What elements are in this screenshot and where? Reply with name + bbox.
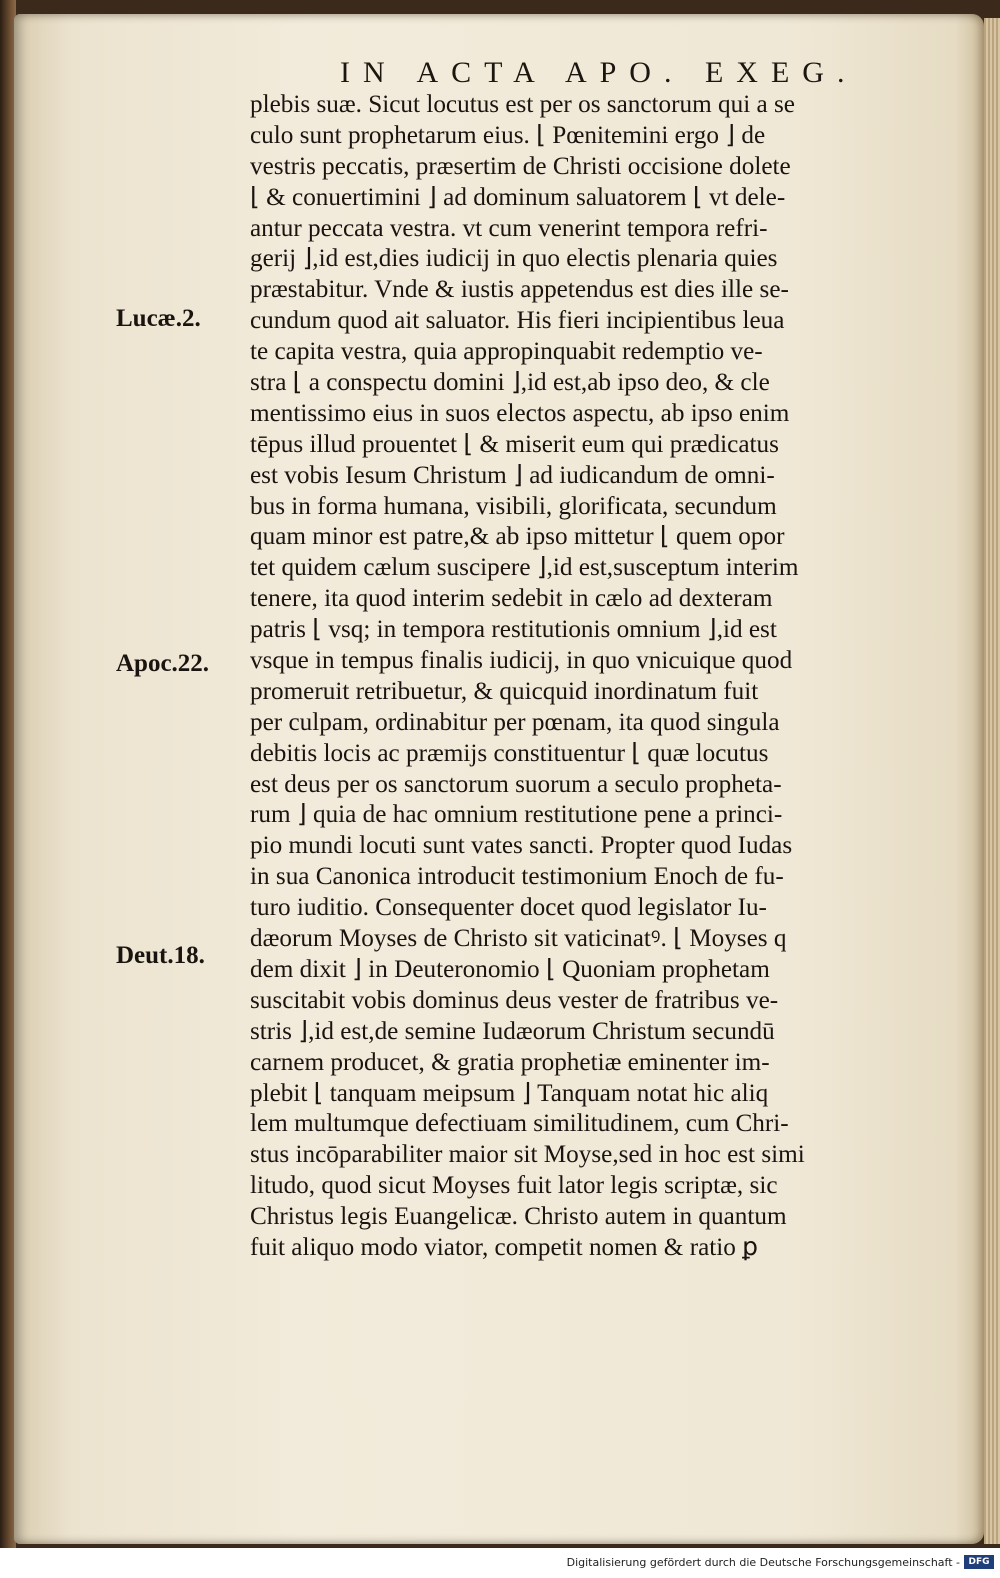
text-line: fuit aliquo modo viator, competit nomen & ratio ꝑ	[250, 1233, 759, 1261]
text-line: mentissimo eius in suos electos aspectu, ab ipso enim	[250, 399, 790, 427]
body-text	[250, 90, 940, 1264]
text-line: plebit ⌊ tanquam meipsum ⌋ Tanquam notat hic aliq	[250, 1079, 769, 1107]
text-line: est deus per os sanctorum suorum a seculo propheta-	[250, 770, 782, 798]
text-line: dæorum Moyses de Christo sit vaticinatꝰ. ⌊ Moyses q	[250, 925, 787, 953]
text-line: stra ⌊ a conspectu domini ⌋,id est,ab ipso deo, & cle	[250, 369, 770, 397]
margin-note-deuteronomy: Deut.18.	[116, 942, 205, 969]
text-line: stus incōparabiliter maior sit Moyse,sed in hoc est simi	[250, 1141, 805, 1169]
digitization-footer	[0, 1548, 1000, 1578]
margin-note-apocalypse: Apoc.22.	[116, 650, 210, 677]
text-line: tenere, ita quod interim sedebit in cælo ad dexteram	[250, 585, 773, 613]
page-edges	[984, 18, 1000, 1544]
text-line: promeruit retribuetur, & quicquid inordinatum fuit	[250, 677, 759, 705]
text-line: præstabitur. Vnde & iustis appetendus est dies ille se-	[250, 276, 789, 304]
text-line: tēpus illud prouentet ⌊ & miserit eum qui prædicatus	[250, 430, 779, 458]
text-line: pio mundi locuti sunt vates sancti. Propter quod Iudas	[250, 832, 793, 860]
text-line: stris ⌋,id est,de semine Iudæorum Christum secundū	[250, 1017, 775, 1045]
text-line: antur peccata vestra. vt cum venerint tempora refri-	[250, 214, 768, 242]
text-line: litudo, quod sicut Moyses fuit lator legis scriptæ, sic	[250, 1172, 778, 1200]
text-line: per culpam, ordinabitur per pœnam, ita quod singula	[250, 708, 780, 736]
text-line: ⌊ & conuertimini ⌋ ad dominum saluatorem ⌊ vt dele-	[250, 183, 786, 211]
text-line: debitis locis ac præmijs constituentur ⌊ quæ locutus	[250, 739, 769, 767]
text-line: rum ⌋ quia de hac omnium restitutione pene a princi-	[250, 801, 783, 829]
text-line: patris ⌊ vsq; in tempora restitutionis omnium ⌋,id est	[250, 616, 777, 644]
running-title: IN ACTA APO. EXEG.	[340, 56, 858, 89]
text-line: bus in forma humana, visibili, glorificata, secundum	[250, 492, 777, 520]
text-line: te capita vestra, quia appropinquabit redemptio ve-	[250, 338, 763, 366]
text-line: quam minor est patre,& ab ipso mittetur ⌊ quem opor	[250, 523, 785, 551]
text-line: dem dixit ⌋ in Deuteronomio ⌊ Quoniam prophetam	[250, 955, 770, 983]
text-line: tet quidem cælum suscipere ⌋,id est,susceptum interim	[250, 554, 799, 582]
text-line: culo sunt prophetarum eius. ⌊ Pœnitemini ergo ⌋ de	[250, 121, 766, 149]
text-line: cundum quod ait saluator. His fieri incipientibus leua	[250, 307, 785, 335]
text-line: vestris peccatis, præsertim de Christi occisione dolete	[250, 152, 791, 180]
margin-note-luke: Lucæ.2.	[116, 305, 201, 332]
text-line: gerij ⌋,id est,dies iudicij in quo electis plenaria quies	[250, 245, 778, 273]
funding-credit: Digitalisierung gefördert durch die Deutsche Forschungsgemeinschaft -	[566, 1556, 960, 1569]
text-line: turo iuditio. Consequenter docet quod legislator Iu-	[250, 894, 767, 922]
text-line: vsque in tempus finalis iudicij, in quo vnicuique quod	[250, 647, 793, 675]
dfg-logo: DFG	[964, 1555, 994, 1569]
text-line: plebis suæ. Sicut locutus est per os sanctorum qui a se	[250, 91, 795, 118]
text-line: in sua Canonica introducit testimonium Enoch de fu-	[250, 863, 784, 891]
text-line: carnem producet, & gratia prophetiæ eminenter im-	[250, 1048, 770, 1076]
text-line: est vobis Iesum Christum ⌋ ad iudicandum de omni-	[250, 461, 775, 489]
text-line: lem multumque defectiuam similitudinem, cum Chri-	[250, 1110, 789, 1138]
text-line: suscitabit vobis dominus deus vester de fratribus ve-	[250, 986, 779, 1014]
text-line: Christus legis Euangelicæ. Christo autem in quantum	[250, 1203, 787, 1231]
